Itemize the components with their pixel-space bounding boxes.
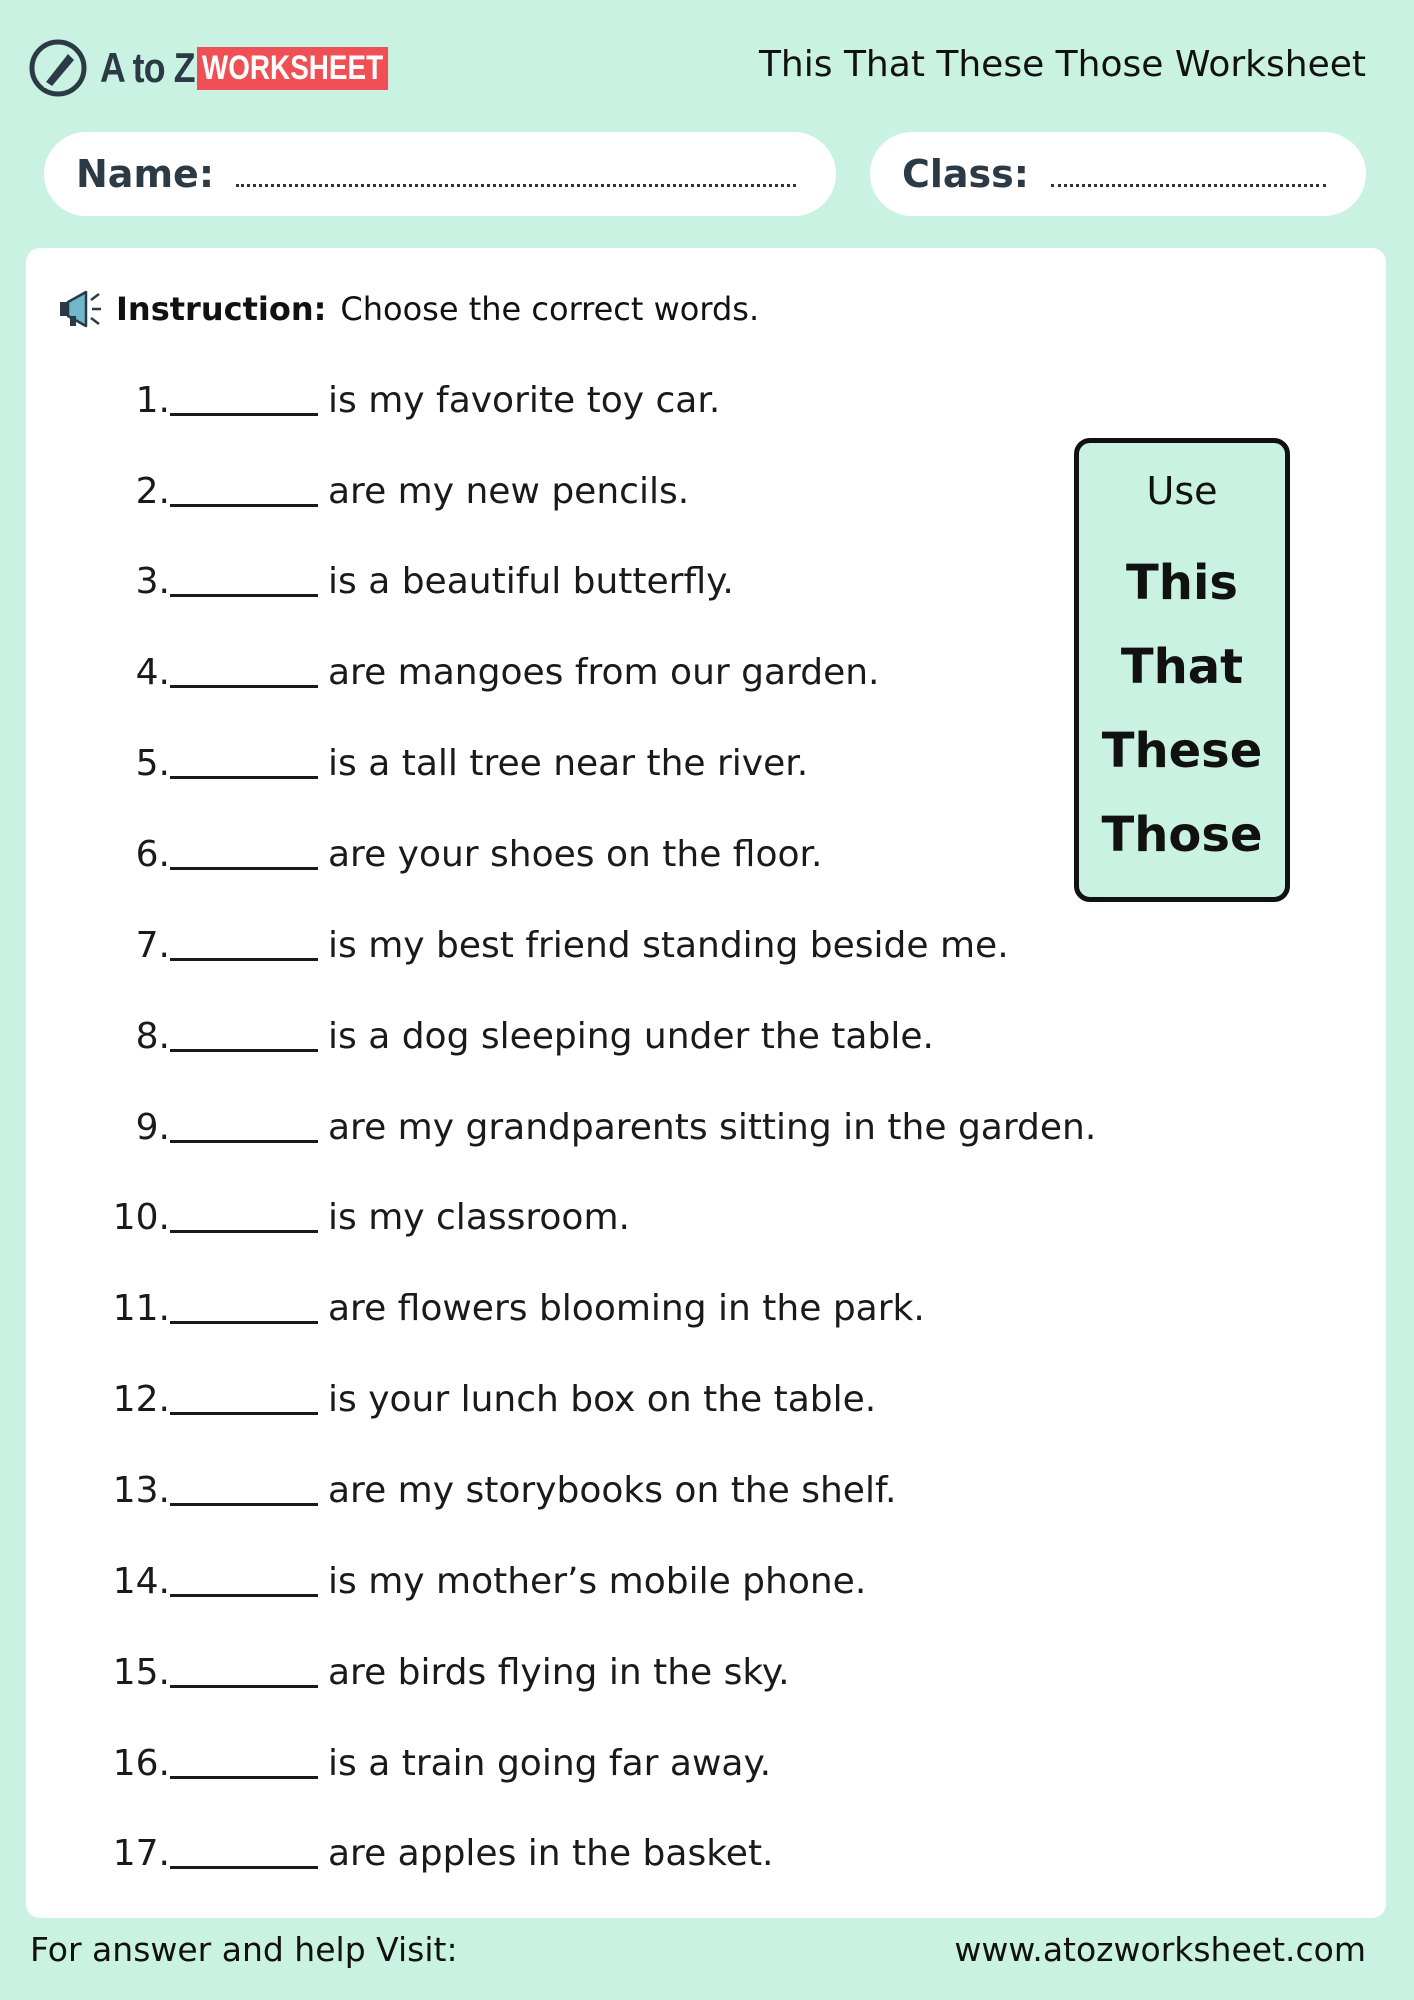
answer-blank[interactable] bbox=[170, 657, 318, 688]
question-item bbox=[0, 1642, 790, 1702]
word-those: Those bbox=[1101, 807, 1263, 863]
question-item bbox=[0, 1823, 774, 1883]
question-text: is my favorite toy car. bbox=[328, 379, 721, 421]
question-text: is my best friend standing beside me. bbox=[328, 924, 1009, 966]
instruction-label: Instruction: bbox=[116, 290, 327, 328]
answer-blank[interactable] bbox=[170, 839, 318, 870]
question-number: 13. bbox=[112, 1469, 170, 1511]
logo-badge: WORKSHEET bbox=[197, 47, 388, 90]
question-item bbox=[0, 461, 689, 521]
question-number: 5. bbox=[135, 742, 170, 784]
answer-blank[interactable] bbox=[170, 1475, 318, 1506]
question-item bbox=[0, 1369, 876, 1429]
name-line[interactable] bbox=[236, 162, 796, 187]
question-number: 14. bbox=[112, 1560, 170, 1602]
answer-blank[interactable] bbox=[170, 566, 318, 597]
answer-blank[interactable] bbox=[170, 1112, 318, 1143]
question-item bbox=[0, 824, 822, 884]
question-number: 11. bbox=[112, 1287, 170, 1329]
website-link[interactable]: www.atozworksheet.com bbox=[954, 1930, 1366, 1969]
question-item bbox=[0, 642, 879, 702]
question-item bbox=[0, 1006, 934, 1066]
question-item bbox=[0, 1278, 925, 1338]
question-item bbox=[0, 733, 808, 793]
question-number: 8. bbox=[135, 1015, 170, 1057]
instruction-text: Choose the correct words. bbox=[340, 290, 760, 328]
question-number: 17. bbox=[112, 1832, 170, 1874]
question-item bbox=[0, 1097, 1096, 1157]
logo-text: A to Z bbox=[100, 44, 195, 91]
question-item bbox=[0, 1460, 896, 1520]
page-title: This That These Those Worksheet bbox=[758, 44, 1366, 85]
question-number: 3. bbox=[135, 560, 170, 602]
word-this: This bbox=[1126, 555, 1238, 611]
question-number: 15. bbox=[112, 1651, 170, 1693]
question-text: is a train going far away. bbox=[328, 1742, 772, 1784]
question-number: 10. bbox=[112, 1196, 170, 1238]
question-text: are flowers blooming in the park. bbox=[328, 1287, 925, 1329]
question-text: is my mother’s mobile phone. bbox=[328, 1560, 867, 1602]
question-text: are my new pencils. bbox=[328, 470, 690, 512]
question-number: 4. bbox=[135, 651, 170, 693]
answer-blank[interactable] bbox=[170, 385, 318, 416]
class-label: Class: bbox=[902, 152, 1029, 196]
question-text: are my grandparents sitting in the garden. bbox=[328, 1106, 1097, 1148]
question-text: are birds flying in the sky. bbox=[328, 1651, 790, 1693]
answer-blank[interactable] bbox=[170, 1384, 318, 1415]
question-text: is a dog sleeping under the table. bbox=[328, 1015, 934, 1057]
answer-blank[interactable] bbox=[170, 476, 318, 507]
question-text: are mangoes from our garden. bbox=[328, 651, 880, 693]
answer-blank[interactable] bbox=[170, 1202, 318, 1233]
header bbox=[0, 0, 1414, 130]
question-number: 7. bbox=[135, 924, 170, 966]
footer-text: For answer and help Visit: bbox=[30, 1930, 458, 1969]
question-number: 9. bbox=[135, 1106, 170, 1148]
question-text: is a tall tree near the river. bbox=[328, 742, 809, 784]
question-text: is your lunch box on the table. bbox=[328, 1378, 877, 1420]
question-item bbox=[0, 1551, 866, 1611]
word-bank-box bbox=[1074, 438, 1290, 902]
class-field[interactable] bbox=[870, 132, 1366, 216]
answer-blank[interactable] bbox=[170, 748, 318, 779]
name-label: Name: bbox=[76, 152, 215, 196]
logo bbox=[28, 38, 430, 98]
answer-blank[interactable] bbox=[170, 1293, 318, 1324]
question-item bbox=[0, 370, 720, 430]
question-number: 16. bbox=[112, 1742, 170, 1784]
question-text: are my storybooks on the shelf. bbox=[328, 1469, 897, 1511]
answer-blank[interactable] bbox=[170, 1021, 318, 1052]
word-these: These bbox=[1101, 723, 1263, 779]
question-item bbox=[0, 915, 1009, 975]
answer-blank[interactable] bbox=[170, 1838, 318, 1869]
question-item bbox=[0, 1187, 630, 1247]
answer-blank[interactable] bbox=[170, 930, 318, 961]
answer-blank[interactable] bbox=[170, 1657, 318, 1688]
pen-logo-icon bbox=[28, 38, 88, 98]
word-that: That bbox=[1120, 639, 1244, 695]
question-text: is a beautiful butterfly. bbox=[328, 560, 734, 602]
word-bank-heading: Use bbox=[1146, 469, 1218, 513]
answer-blank[interactable] bbox=[170, 1566, 318, 1597]
question-number: 1. bbox=[135, 379, 170, 421]
question-number: 12. bbox=[112, 1378, 170, 1420]
question-text: is my classroom. bbox=[328, 1196, 630, 1238]
question-text: are your shoes on the floor. bbox=[328, 833, 823, 875]
question-item bbox=[0, 551, 734, 611]
question-text: are apples in the basket. bbox=[328, 1832, 774, 1874]
question-item bbox=[0, 1733, 771, 1793]
name-field[interactable] bbox=[44, 132, 836, 216]
question-number: 6. bbox=[135, 833, 170, 875]
megaphone-icon bbox=[56, 288, 104, 330]
class-line[interactable] bbox=[1051, 162, 1326, 187]
question-number: 2. bbox=[135, 470, 170, 512]
answer-blank[interactable] bbox=[170, 1748, 318, 1779]
instruction bbox=[56, 288, 759, 330]
